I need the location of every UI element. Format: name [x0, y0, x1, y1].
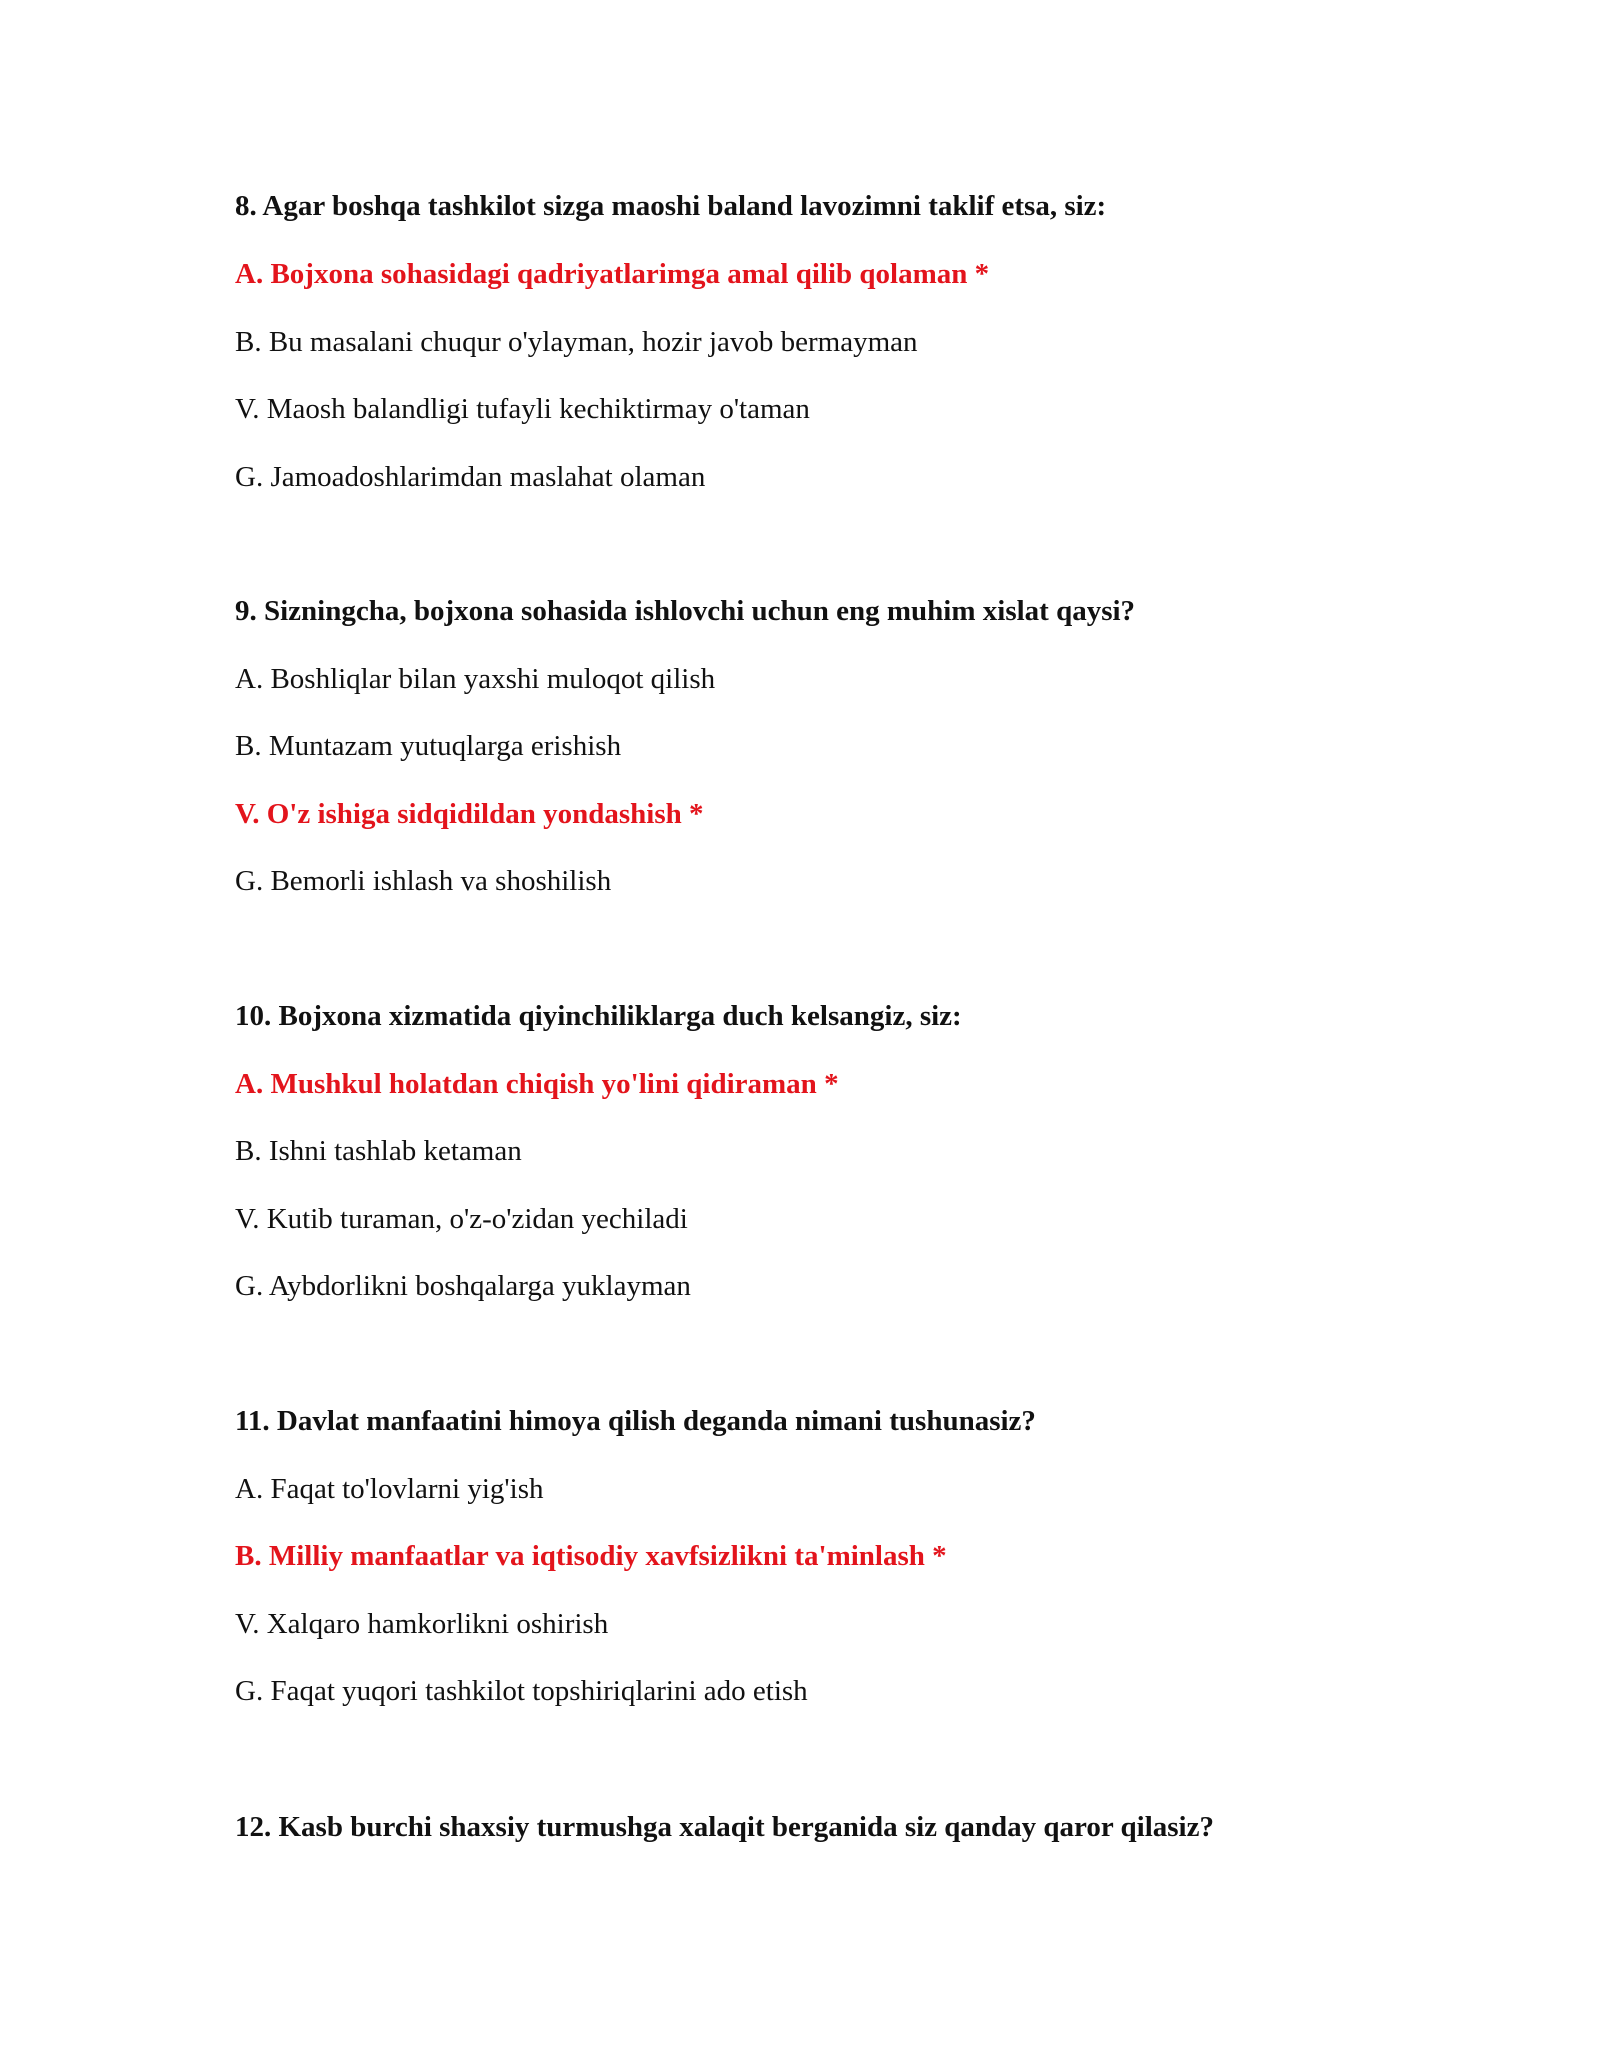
question-12-text: 12. Kasb burchi shaxsiy turmushga xalaqit berganida siz qanday qaror qilasiz? — [235, 1811, 1214, 1843]
question-10-option-b: B. Ishni tashlab ketaman — [235, 1135, 522, 1167]
question-9-option-b: B. Muntazam yutuqlarga erishish — [235, 730, 622, 762]
question-8-option-v: V. Maosh balandligi tufayli kechiktirmay o'taman — [235, 393, 810, 425]
question-11-option-a: A. Faqat to'lovlarni yig'ish — [235, 1473, 544, 1505]
question-8-option-g: G. Jamoadoshlarimdan maslahat olaman — [235, 461, 706, 493]
question-9-option-g: G. Bemorli ishlash va shoshilish — [235, 865, 612, 897]
question-10-option-v: V. Kutib turaman, o'z-o'zidan yechiladi — [235, 1203, 688, 1235]
question-11-option-v: V. Xalqaro hamkorlikni oshirish — [235, 1608, 609, 1640]
question-11-option-b-correct: B. Milliy manfaatlar va iqtisodiy xavfsizlikni ta'minlash * — [235, 1540, 947, 1572]
question-8-text: 8. Agar boshqa tashkilot sizga maoshi baland lavozimni taklif etsa, siz: — [235, 190, 1107, 222]
question-8-option-a-correct: A. Bojxona sohasidagi qadriyatlarimga amal qilib qolaman * — [235, 258, 990, 290]
question-11-text: 11. Davlat manfaatini himoya qilish deganda nimani tushunasiz? — [235, 1405, 1036, 1437]
question-9-text: 9. Sizningcha, bojxona sohasida ishlovchi uchun eng muhim xislat qaysi? — [235, 595, 1136, 627]
question-11-option-g: G. Faqat yuqori tashkilot topshiriqlarini ado etish — [235, 1675, 808, 1707]
question-10-option-g: G. Aybdorlikni boshqalarga yuklayman — [235, 1270, 691, 1302]
question-8-option-b: B. Bu masalani chuqur o'ylayman, hozir javob bermayman — [235, 326, 918, 358]
question-9-option-a: A. Boshliqlar bilan yaxshi muloqot qilish — [235, 663, 716, 695]
question-10-text: 10. Bojxona xizmatida qiyinchiliklarga duch kelsangiz, siz: — [235, 1000, 962, 1032]
question-10-option-a-correct: A. Mushkul holatdan chiqish yo'lini qidiraman * — [235, 1068, 839, 1100]
question-9-option-v-correct: V. O'z ishiga sidqidildan yondashish * — [235, 798, 704, 830]
